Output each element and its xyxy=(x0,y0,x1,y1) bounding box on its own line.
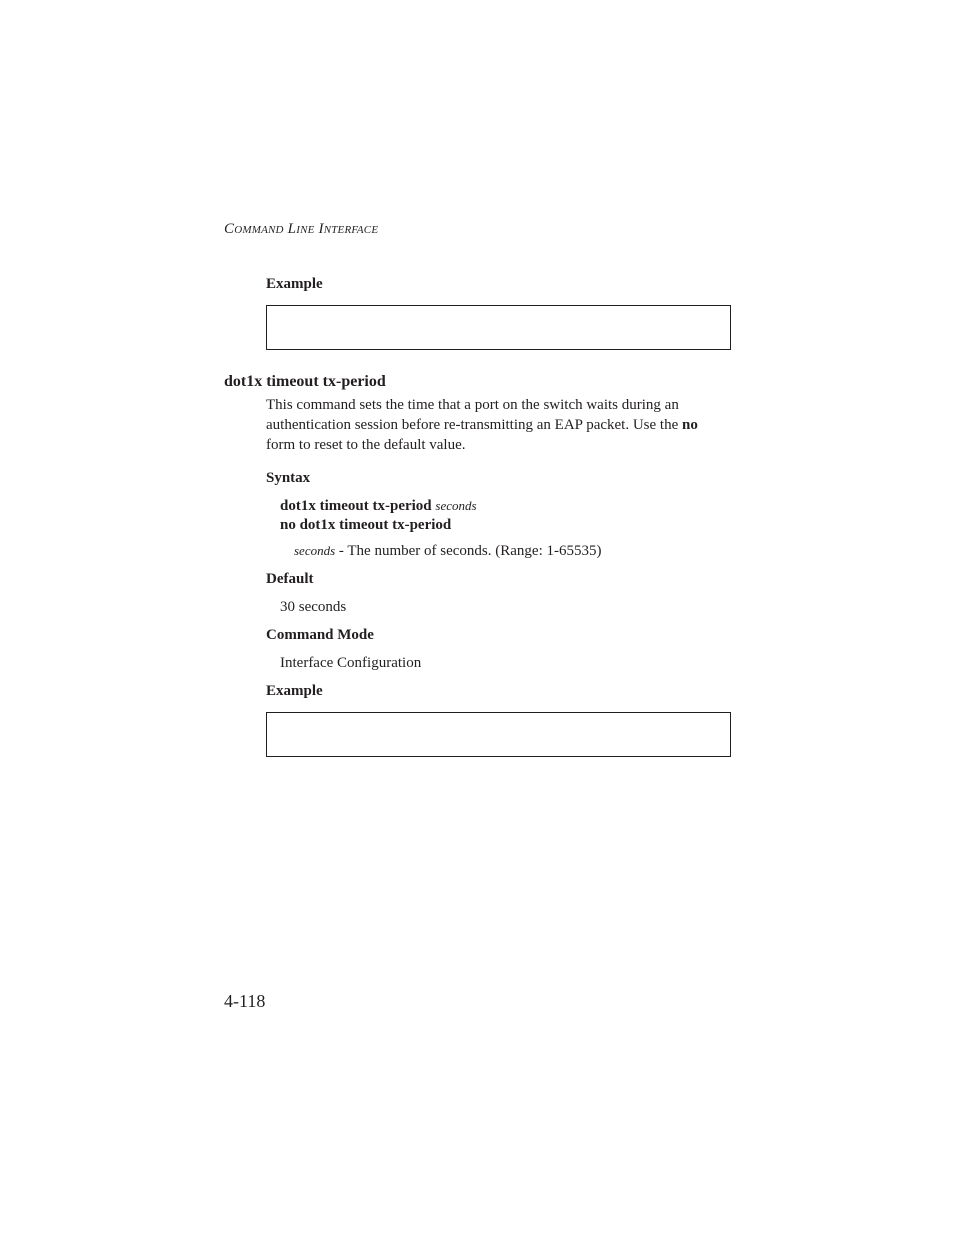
command-mode-heading: Command Mode xyxy=(266,627,374,643)
running-header-part: NTERFACE xyxy=(323,224,379,236)
syntax-command: dot1x timeout tx-period xyxy=(280,498,432,514)
bottom-example-heading: Example xyxy=(266,683,323,699)
running-header-part: INE xyxy=(296,224,315,236)
command-title: dot1x timeout tx-period xyxy=(224,373,386,390)
page-number: 4-118 xyxy=(224,991,266,1011)
syntax-param: seconds xyxy=(435,498,477,513)
top-example-box xyxy=(266,305,731,350)
top-example-heading: Example xyxy=(266,276,323,292)
running-header xyxy=(224,221,378,238)
running-header-part: OMMAND xyxy=(234,224,284,236)
param-name: seconds xyxy=(294,543,336,558)
syntax-heading: Syntax xyxy=(266,470,311,486)
running-header-part: I xyxy=(314,221,324,237)
bottom-example-box xyxy=(266,712,731,757)
description-keyword: no xyxy=(682,417,698,433)
running-header-part: C xyxy=(224,221,235,237)
syntax-line-2: no dot1x timeout tx-period xyxy=(280,517,452,533)
command-mode-value: Interface Configuration xyxy=(280,655,422,671)
running-header-part: L xyxy=(283,221,297,237)
command-description xyxy=(266,395,716,455)
param-description xyxy=(294,543,602,560)
syntax-line-1 xyxy=(280,498,477,515)
description-text: This command sets the time that a port on the switch waits during an authentication session before re-transmitting an EAP packet. Use the xyxy=(266,397,682,433)
default-heading: Default xyxy=(266,571,314,587)
param-text: - The number of seconds. (Range: 1-65535) xyxy=(335,543,602,559)
description-text: form to reset to the default value. xyxy=(266,437,466,453)
default-value: 30 seconds xyxy=(280,599,347,615)
